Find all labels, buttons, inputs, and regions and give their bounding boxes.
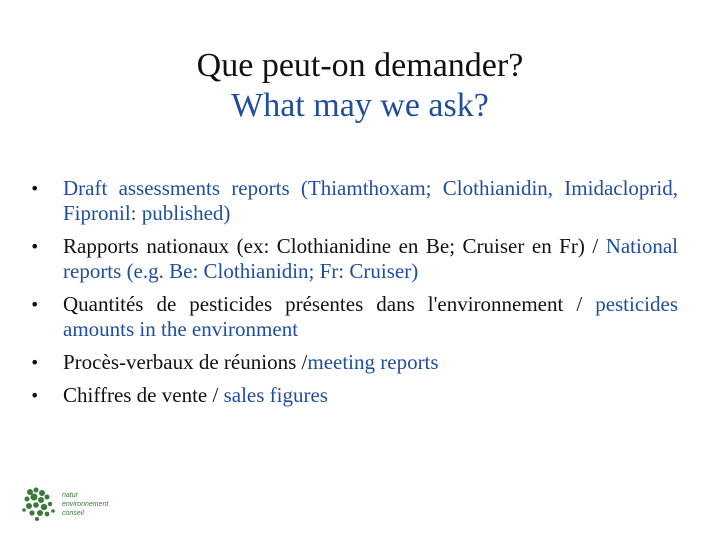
bullet-text-french: Chiffres de vente	[63, 383, 208, 407]
bullet-text-english: sales figures	[223, 383, 328, 407]
bullet-separator: /	[207, 383, 224, 407]
bullet-item	[30, 350, 678, 375]
slide-title	[0, 46, 720, 126]
bullet-text-english: National reports (e.g. Be: Clothianidin; Fr: Cruiser)	[63, 234, 678, 283]
bullet-item	[30, 292, 678, 342]
bullet-separator: /	[296, 350, 308, 374]
leaf-cluster-icon	[22, 488, 55, 522]
logo-line-3: conseil	[62, 510, 84, 517]
bullet-text-french: Quantités de pesticides présentes dans l'environnement	[63, 292, 564, 316]
bullet-item	[30, 234, 678, 284]
bullet-text-english: meeting reports	[307, 350, 439, 374]
bullet-text-french: Procès-verbaux de réunions	[63, 350, 297, 374]
title-french: Que peut-on demander?	[196, 47, 524, 84]
title-english: What may we ask?	[231, 87, 489, 124]
bullet-separator: /	[563, 292, 596, 316]
bullet-text-english: pesticides amounts in the environment	[63, 292, 678, 341]
bullet-text-english: Draft assessments reports (Thiamthoxam; Clothianidin, Imidacloprid, Fipronil: published)	[63, 176, 678, 225]
bullet-text-french: Rapports nationaux (ex: Clothianidine en Be; Cruiser en Fr)	[63, 234, 585, 258]
bullet-item	[30, 176, 678, 226]
logo-line-1: natur	[62, 492, 78, 499]
bullet-list	[30, 176, 678, 416]
organization-logo	[20, 484, 130, 524]
logo-line-2: environnement	[62, 501, 109, 508]
bullet-separator: /	[584, 234, 606, 258]
bullet-item	[30, 383, 678, 408]
